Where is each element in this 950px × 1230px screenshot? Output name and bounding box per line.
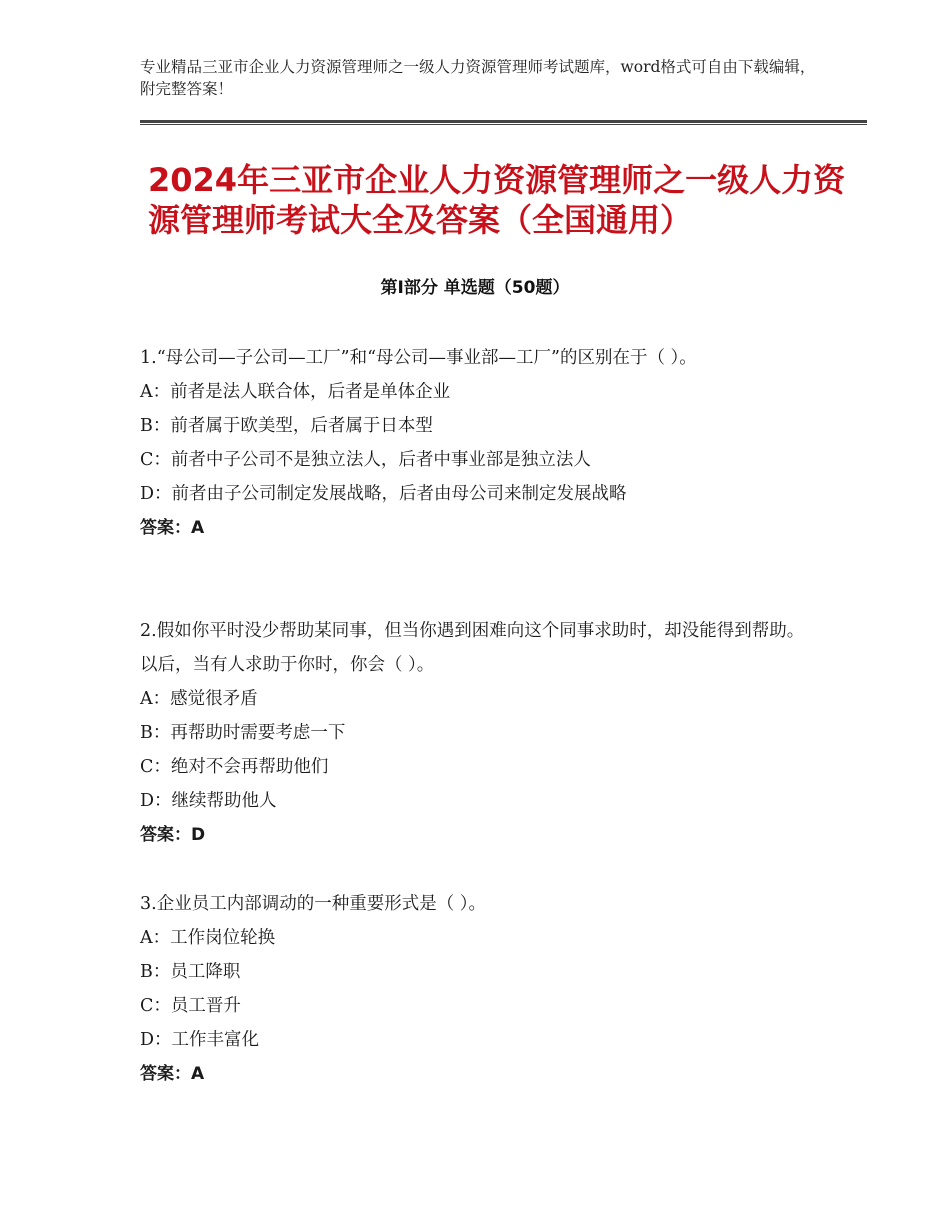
- option-d: D：工作丰富化: [140, 1030, 260, 1050]
- option-a: A：感觉很矛盾: [140, 689, 258, 709]
- option-c: C：绝对不会再帮助他们: [140, 757, 329, 777]
- option-c: C：前者中子公司不是独立法人，后者中事业部是独立法人: [140, 450, 591, 470]
- question-block: [140, 887, 820, 1091]
- document-title: 2024年三亚市企业人力资源管理师之一级人力资源管理师考试大全及答案（全国通用）: [148, 161, 846, 239]
- question-stem: 2.假如你平时没少帮助某同事，但当你遇到困难向这个同事求助时，却没能得到帮助。以后，当有人求助于你时，你会（ ）。: [140, 621, 805, 675]
- option-d: D：继续帮助他人: [140, 791, 277, 811]
- section-title: 第Ⅰ部分 单选题（50题）: [380, 278, 570, 298]
- header-note: 专业精品三亚市企业人力资源管理师之一级人力资源管理师考试题库，word格式可自由下载编辑，附完整答案！: [140, 58, 816, 98]
- answer: 答案：D: [140, 825, 206, 845]
- option-a: A：前者是法人联合体，后者是单体企业: [140, 382, 451, 402]
- question-stem: 1.“母公司—子公司—工厂”和“母公司—事业部—工厂”的区别在于（ ）。: [140, 348, 697, 368]
- option-c: C：员工晋升: [140, 996, 241, 1016]
- question-block: [140, 341, 820, 545]
- question-block: [140, 614, 820, 852]
- option-b: B：再帮助时需要考虑一下: [140, 723, 346, 743]
- option-a: A：工作岗位轮换: [140, 928, 276, 948]
- answer: 答案：A: [140, 1064, 205, 1084]
- option-b: B：前者属于欧美型，后者属于日本型: [140, 416, 433, 436]
- option-d: D：前者由子公司制定发展战略，后者由母公司来制定发展战略: [140, 484, 627, 504]
- option-b: B：员工降职: [140, 962, 241, 982]
- question-stem: 3.企业员工内部调动的一种重要形式是（ ）。: [140, 894, 487, 914]
- header-divider: [140, 120, 867, 125]
- answer: 答案：A: [140, 518, 205, 538]
